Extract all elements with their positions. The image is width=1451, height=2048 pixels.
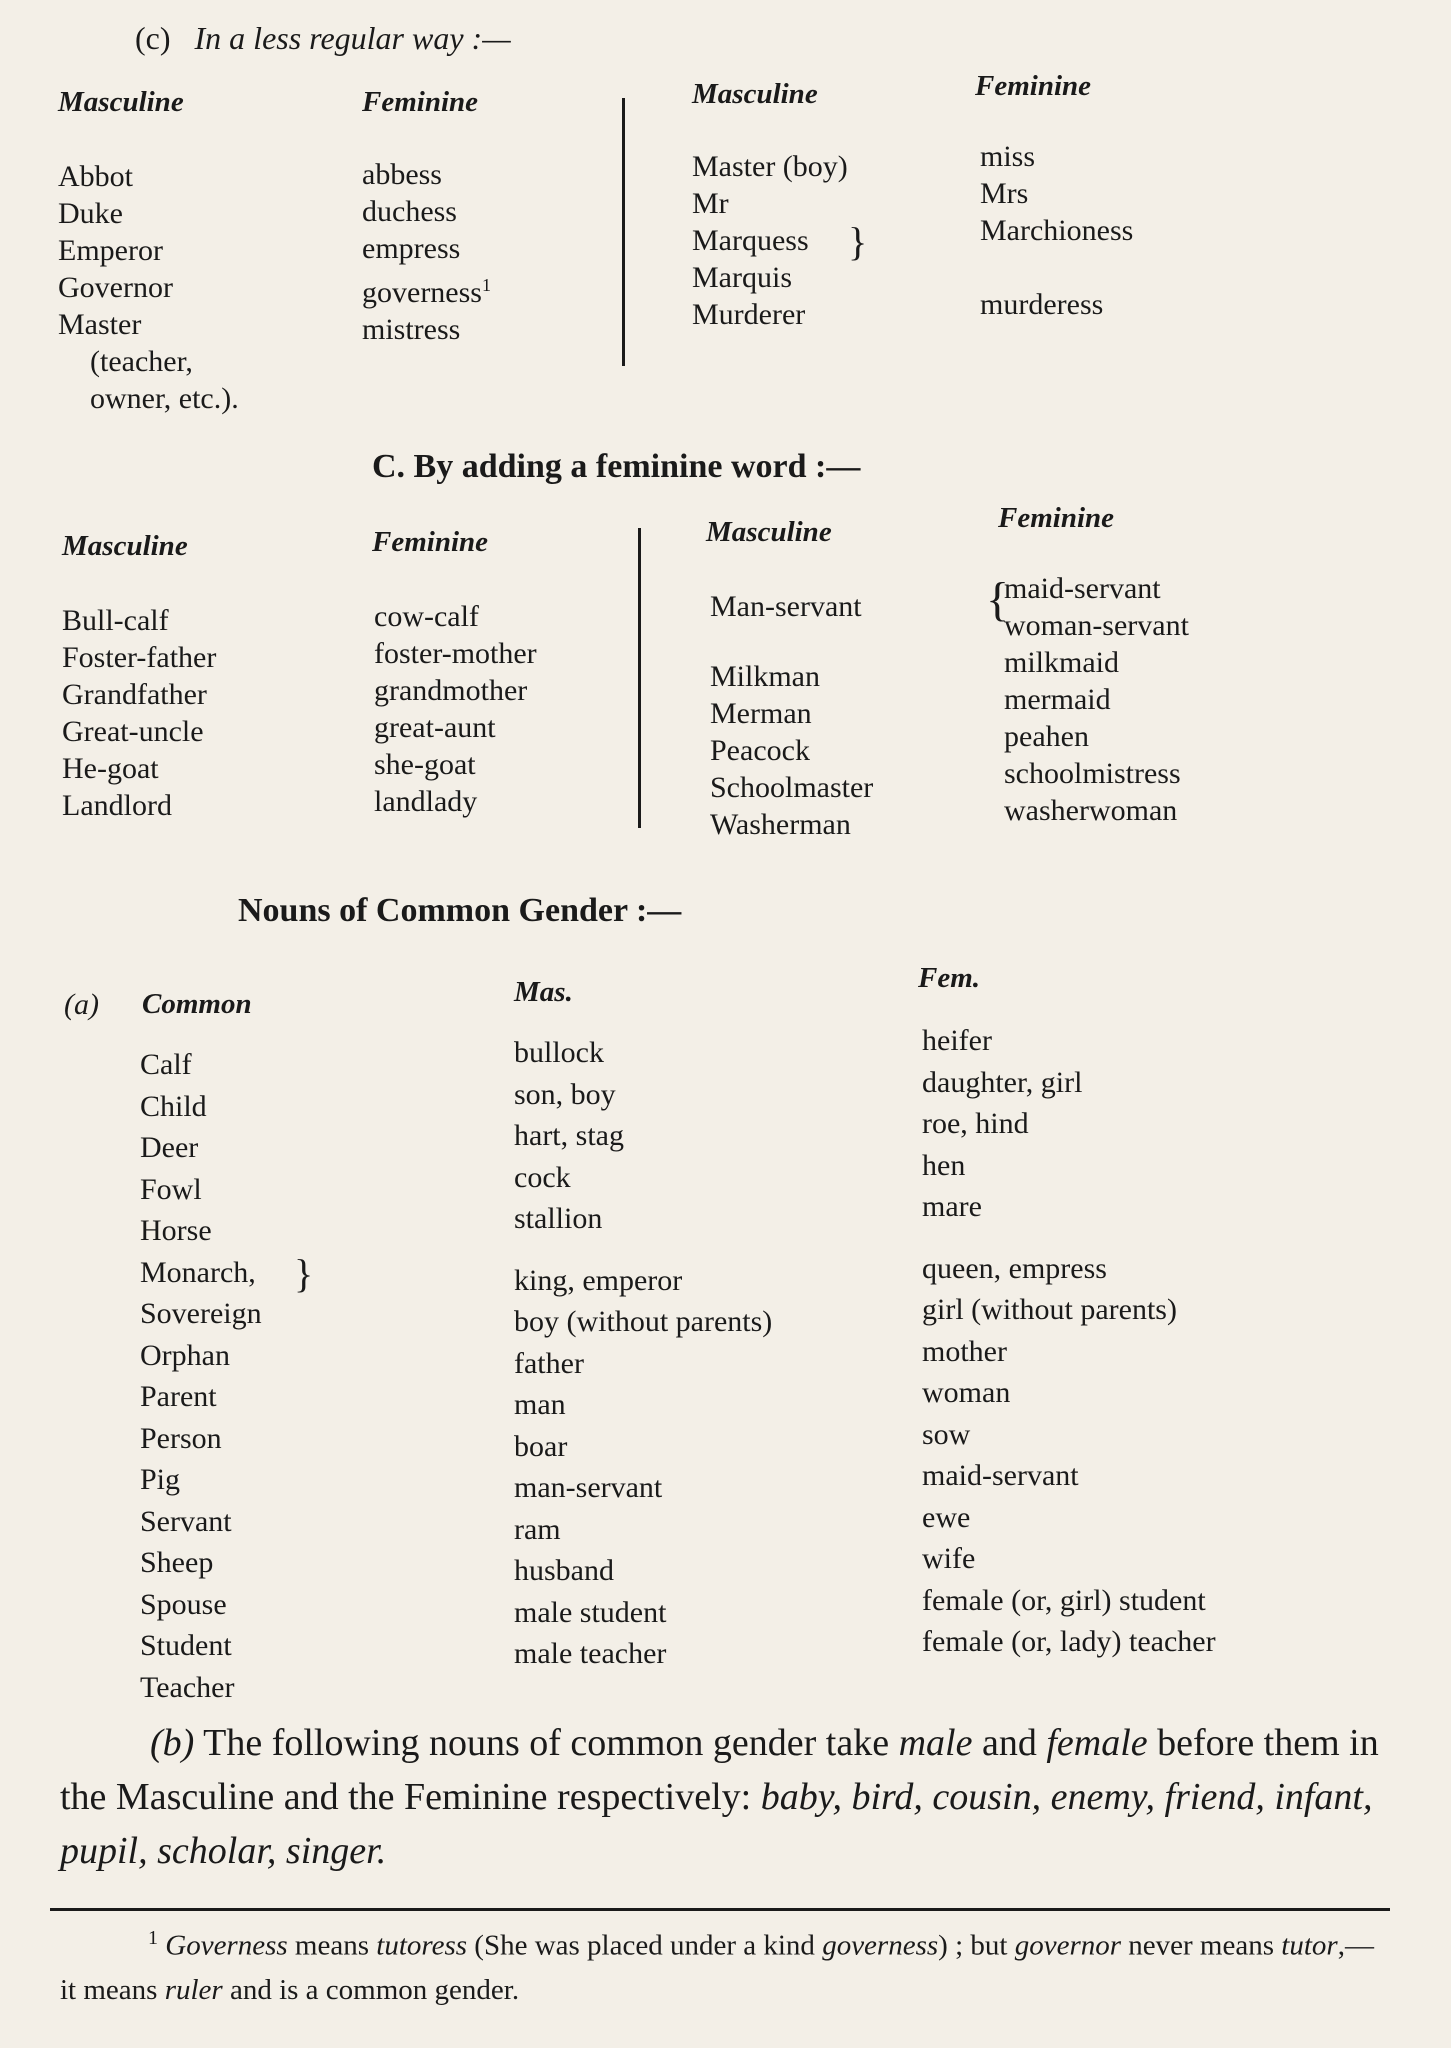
masculine-word: (teacher,: [90, 345, 193, 378]
common-word: Child: [140, 1089, 207, 1123]
mas-header: Mas.: [514, 976, 573, 1008]
fem-word: queen, empress: [922, 1251, 1107, 1285]
masculine-word: Milkman: [710, 660, 820, 693]
footnote-mark: 1: [148, 1927, 158, 1949]
footnote-term: tutor: [1281, 1929, 1338, 1962]
masculine-word: Man-servant: [710, 590, 862, 623]
feminine-word: great-aunt: [374, 711, 496, 744]
masculine-column: [62, 602, 216, 824]
feminine-header: Feminine: [998, 502, 1115, 534]
common-word: Sheep: [140, 1546, 214, 1579]
feminine-word: mermaid: [1004, 683, 1111, 716]
masculine-word: Marquis: [692, 261, 792, 294]
footnote-text: ,—it means: [60, 1929, 1374, 2006]
paragraph-term: male: [898, 1722, 973, 1764]
mas-word: cock: [514, 1160, 571, 1194]
common-word: Student: [140, 1629, 232, 1662]
masculine-word: Schoolmaster: [710, 771, 874, 804]
masculine-word: Merman: [710, 697, 812, 730]
masculine-word: Great-uncle: [62, 715, 204, 748]
footnote-term: Governess: [165, 1929, 288, 1962]
feminine-word: mistress: [362, 313, 461, 346]
mas-word: bullock: [514, 1036, 604, 1069]
masculine-word: Murderer: [692, 298, 806, 331]
common-header: Common: [142, 988, 252, 1020]
feminine-word: schoolmistress: [1004, 757, 1181, 790]
feminine-word: maid-servant: [1004, 572, 1161, 605]
masculine-word: Governor: [58, 271, 173, 304]
fem-word: hen: [922, 1148, 966, 1182]
section-c-heading: [135, 20, 511, 57]
sub-label: (a): [64, 988, 99, 1021]
common-word: Horse: [140, 1214, 212, 1247]
masculine-word: Master: [58, 308, 142, 341]
fem-word: female (or, girl) student: [922, 1583, 1206, 1617]
mas-word: male teacher: [514, 1637, 667, 1670]
common-word: Deer: [140, 1131, 199, 1164]
mas-word: stallion: [514, 1202, 603, 1235]
fem-word: mother: [922, 1334, 1007, 1368]
feminine-word: murderess: [980, 288, 1104, 321]
masculine-column: [692, 148, 848, 333]
feminine-word: washerwoman: [1004, 794, 1178, 827]
masculine-word: Emperor: [58, 234, 163, 267]
masculine-word: Mr: [692, 187, 729, 220]
mas-word: man-servant: [514, 1471, 663, 1504]
fem-word: girl (without parents): [922, 1293, 1177, 1326]
feminine-column: [362, 156, 491, 348]
fem-header: Fem.: [918, 962, 981, 994]
feminine-word: cow-calf: [374, 600, 479, 633]
brace-icon: }: [294, 1251, 314, 1296]
feminine-word: miss: [980, 140, 1036, 173]
masculine-word: Duke: [58, 197, 123, 230]
fem-word: mare: [922, 1190, 982, 1223]
common-word: Fowl: [140, 1172, 202, 1206]
paragraph-label: (b): [150, 1722, 195, 1764]
mas-word: male student: [514, 1595, 667, 1629]
mas-word: husband: [514, 1554, 614, 1587]
mas-word: hart, stag: [514, 1119, 624, 1152]
mas-word: man: [514, 1388, 566, 1421]
feminine-word: foster-mother: [374, 637, 537, 670]
footnote-text: means: [294, 1929, 370, 1962]
fem-word: daughter, girl: [922, 1065, 1083, 1099]
common-word: Monarch,: [140, 1255, 256, 1289]
paragraph-text: before them in the Masculine and the Feminine respectively:: [60, 1722, 1379, 1818]
masculine-word: Foster-father: [62, 641, 217, 674]
feminine-column: [980, 138, 1133, 323]
column-divider: [622, 98, 625, 366]
feminine-word: duchess: [362, 195, 457, 228]
common-word: Parent: [140, 1380, 217, 1413]
masculine-column: [58, 158, 239, 417]
footnote-text: never means: [1128, 1929, 1275, 1962]
masculine-word: Landlord: [62, 789, 172, 822]
footnote-text: (She was placed under a kind: [474, 1929, 815, 1962]
masculine-header: Masculine: [62, 530, 188, 562]
paragraph-term: female: [1046, 1722, 1148, 1764]
footnote-mark: 1: [481, 275, 491, 295]
masculine-word: Marquess: [692, 224, 809, 257]
masculine-word: Grandfather: [62, 678, 207, 711]
brace-icon: {: [986, 573, 1010, 626]
common-word: Servant: [140, 1504, 232, 1538]
feminine-word: she-goat: [374, 748, 476, 781]
fem-word: woman: [922, 1376, 1011, 1409]
feminine-header: Feminine: [975, 70, 1092, 102]
paragraph-text: and: [981, 1722, 1037, 1764]
masculine-header: Masculine: [58, 86, 184, 118]
footnote-term: governess: [822, 1929, 939, 1962]
common-word: Calf: [140, 1048, 192, 1081]
feminine-column: [374, 598, 537, 820]
feminine-word: landlady: [374, 785, 478, 818]
feminine-word: governess: [362, 276, 482, 309]
common-word: Orphan: [140, 1338, 230, 1372]
feminine-word: abbess: [362, 158, 442, 191]
footnote: [60, 1916, 1390, 2012]
feminine-word: peahen: [1004, 720, 1089, 753]
common-column: [140, 1044, 262, 1708]
section-heading: C. By adding a feminine word :—: [372, 448, 861, 485]
masculine-header: Masculine: [706, 516, 832, 548]
footnote-rule: [50, 1908, 1390, 1911]
common-word: Spouse: [140, 1587, 227, 1621]
fem-word: sow: [922, 1417, 971, 1451]
feminine-word: empress: [362, 232, 461, 265]
mas-word: boar: [514, 1429, 568, 1463]
brace-icon: }: [848, 219, 868, 264]
mas-word: ram: [514, 1512, 561, 1546]
masculine-word: Peacock: [710, 734, 810, 767]
masculine-word: owner, etc.).: [90, 382, 239, 415]
fem-word: heifer: [922, 1024, 992, 1057]
feminine-header: Feminine: [372, 526, 489, 558]
paragraph-text: The following nouns of common gender take: [203, 1722, 890, 1764]
fem-word: female (or, lady) teacher: [922, 1625, 1216, 1658]
feminine-word: woman-servant: [1004, 609, 1189, 642]
masculine-word: Master (boy): [692, 150, 848, 183]
feminine-header: Feminine: [362, 86, 479, 118]
paragraph-b: [60, 1716, 1390, 1878]
feminine-column: [1004, 570, 1189, 829]
footnote-text: and is a common gender.: [229, 1973, 520, 2006]
mas-word: boy (without parents): [514, 1305, 773, 1338]
fem-word: ewe: [922, 1500, 971, 1534]
masculine-header: Masculine: [692, 78, 818, 110]
feminine-word: Mrs: [980, 177, 1029, 210]
common-word: Teacher: [140, 1670, 235, 1704]
footnote-text: ) ; but: [938, 1929, 1008, 1962]
footnote-term: ruler: [164, 1973, 223, 2006]
section-c-title: In a less regular way :—: [194, 20, 511, 56]
fem-word: roe, hind: [922, 1107, 1029, 1140]
footnote-term: tutoress: [376, 1929, 468, 1962]
column-divider: [638, 528, 641, 828]
common-word: Person: [140, 1421, 222, 1455]
masculine-word: Bull-calf: [62, 604, 169, 637]
common-word: Pig: [140, 1463, 181, 1496]
common-word: Sovereign: [140, 1297, 262, 1330]
masculine-word: Abbot: [58, 160, 133, 193]
fem-word: maid-servant: [922, 1459, 1079, 1492]
section-c-label: (c): [135, 20, 171, 56]
masculine-word: Washerman: [710, 808, 851, 841]
mas-word: son, boy: [514, 1077, 616, 1111]
example-list: baby, bird, cousin, enemy, friend, infant, pupil, scholar, singer.: [60, 1776, 1373, 1872]
footnote-term: governor: [1014, 1929, 1122, 1962]
section-heading: Nouns of Common Gender :—: [238, 892, 682, 929]
fem-word: wife: [922, 1542, 976, 1575]
feminine-word: milkmaid: [1004, 646, 1119, 679]
feminine-word: grandmother: [374, 674, 528, 707]
masculine-column: [710, 588, 873, 843]
fem-column: [922, 1020, 1216, 1663]
feminine-word: Marchioness: [980, 214, 1134, 247]
mas-column: [514, 1032, 772, 1675]
mas-word: father: [514, 1346, 584, 1380]
mas-word: king, emperor: [514, 1263, 683, 1297]
masculine-word: He-goat: [62, 752, 159, 785]
